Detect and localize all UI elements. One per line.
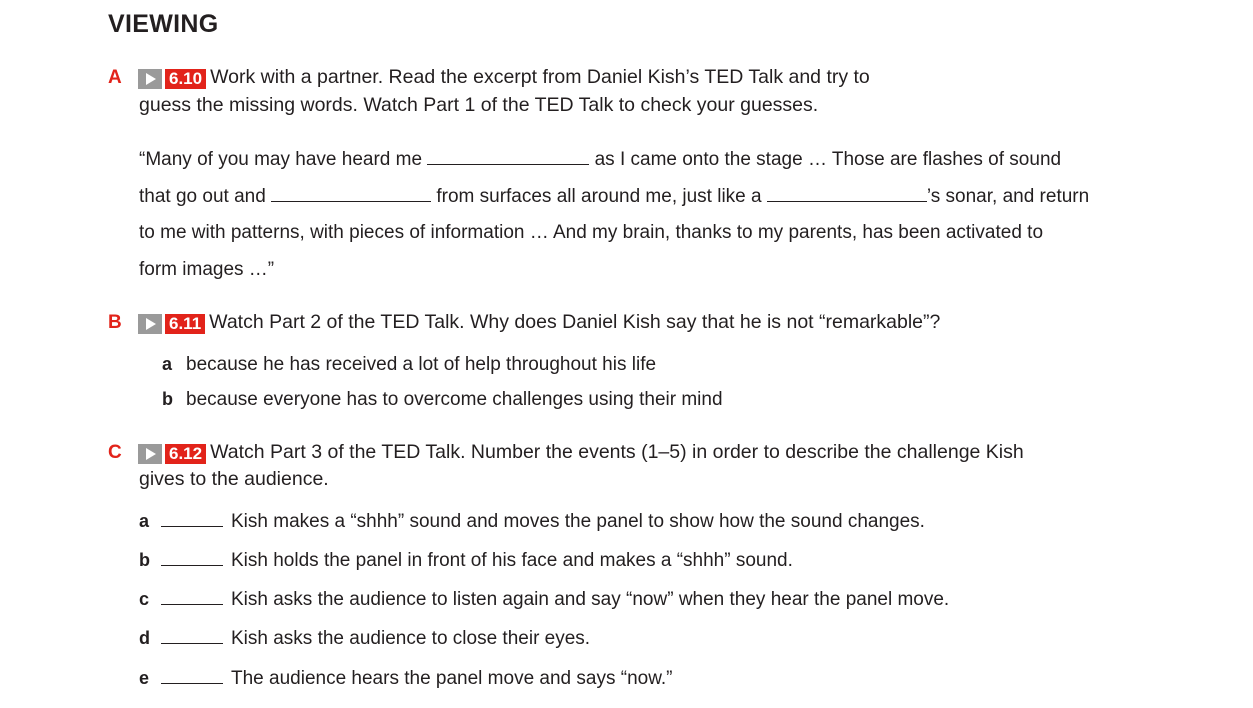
option-item[interactable] — [162, 354, 656, 376]
excerpt-text: as I came onto the stage … Those are flashes of sound — [594, 149, 1062, 170]
event-letter: a — [139, 511, 150, 531]
option-text: because everyone has to overcome challenges using their mind — [186, 389, 723, 410]
blank-field-1[interactable] — [427, 148, 589, 165]
order-blank-field[interactable] — [161, 669, 223, 684]
video-number: 6.10 — [165, 69, 206, 89]
excerpt-text: from surfaces all around me, just like a — [436, 186, 762, 207]
option-text: because he has received a lot of help throughout his life — [186, 354, 657, 375]
blank-field-2[interactable] — [271, 185, 431, 202]
play-icon — [138, 69, 162, 89]
event-item — [139, 668, 673, 690]
event-letter: e — [139, 668, 150, 688]
video-number: 6.11 — [165, 314, 205, 334]
option-letter: a — [162, 354, 173, 374]
section-a-header — [108, 66, 870, 89]
section-letter: A — [108, 67, 122, 88]
order-blank-field[interactable] — [161, 512, 223, 527]
page-title: VIEWING — [108, 10, 219, 38]
video-6-12-button[interactable] — [138, 444, 206, 464]
instruction-text: Watch Part 3 of the TED Talk. Number the events (1–5) in order to describe the challenge Kish — [210, 441, 1024, 463]
play-icon — [138, 314, 162, 334]
event-text: Kish asks the audience to listen again and say “now” when they hear the panel move. — [231, 589, 950, 610]
event-letter: c — [139, 589, 150, 609]
excerpt-line — [139, 185, 1089, 208]
excerpt-line: form images …” — [139, 259, 275, 280]
instruction-text: guess the missing words. Watch Part 1 of the TED Talk to check your guesses. — [139, 94, 819, 116]
section-b-header — [108, 311, 940, 334]
order-blank-field[interactable] — [161, 629, 223, 644]
instruction-text: Work with a partner. Read the excerpt from Daniel Kish’s TED Talk and try to — [210, 66, 870, 88]
event-letter: b — [139, 550, 150, 570]
section-letter: B — [108, 312, 122, 333]
event-item — [139, 589, 949, 611]
blank-field-3[interactable] — [767, 185, 927, 202]
video-number: 6.12 — [165, 444, 206, 464]
instruction-text: gives to the audience. — [139, 468, 329, 490]
event-text: The audience hears the panel move and says “now.” — [231, 668, 673, 689]
event-item — [139, 550, 793, 572]
excerpt-text: ’s sonar, and return — [926, 186, 1090, 207]
event-text: Kish holds the panel in front of his face and makes a “shhh” sound. — [231, 550, 793, 571]
order-blank-field[interactable] — [161, 551, 223, 566]
order-blank-field[interactable] — [161, 590, 223, 605]
section-letter: C — [108, 442, 122, 463]
option-item[interactable] — [162, 389, 723, 411]
instruction-text: Watch Part 2 of the TED Talk. Why does Daniel Kish say that he is not “remarkable”? — [209, 311, 941, 333]
event-letter: d — [139, 628, 150, 648]
excerpt-line — [139, 148, 1061, 171]
excerpt-text: that go out and — [139, 186, 266, 207]
excerpt-line: to me with patterns, with pieces of information … And my brain, thanks to my parents, has been activated to — [139, 222, 1044, 243]
play-icon — [138, 444, 162, 464]
section-c-header — [108, 441, 1024, 464]
event-item — [139, 511, 925, 533]
event-item — [139, 628, 590, 650]
excerpt-text: “Many of you may have heard me — [139, 149, 423, 170]
option-letter: b — [162, 389, 173, 409]
video-6-10-button[interactable] — [138, 69, 206, 89]
event-text: Kish asks the audience to close their eyes. — [231, 628, 591, 649]
event-text: Kish makes a “shhh” sound and moves the panel to show how the sound changes. — [231, 511, 925, 532]
video-6-11-button[interactable] — [138, 314, 205, 334]
